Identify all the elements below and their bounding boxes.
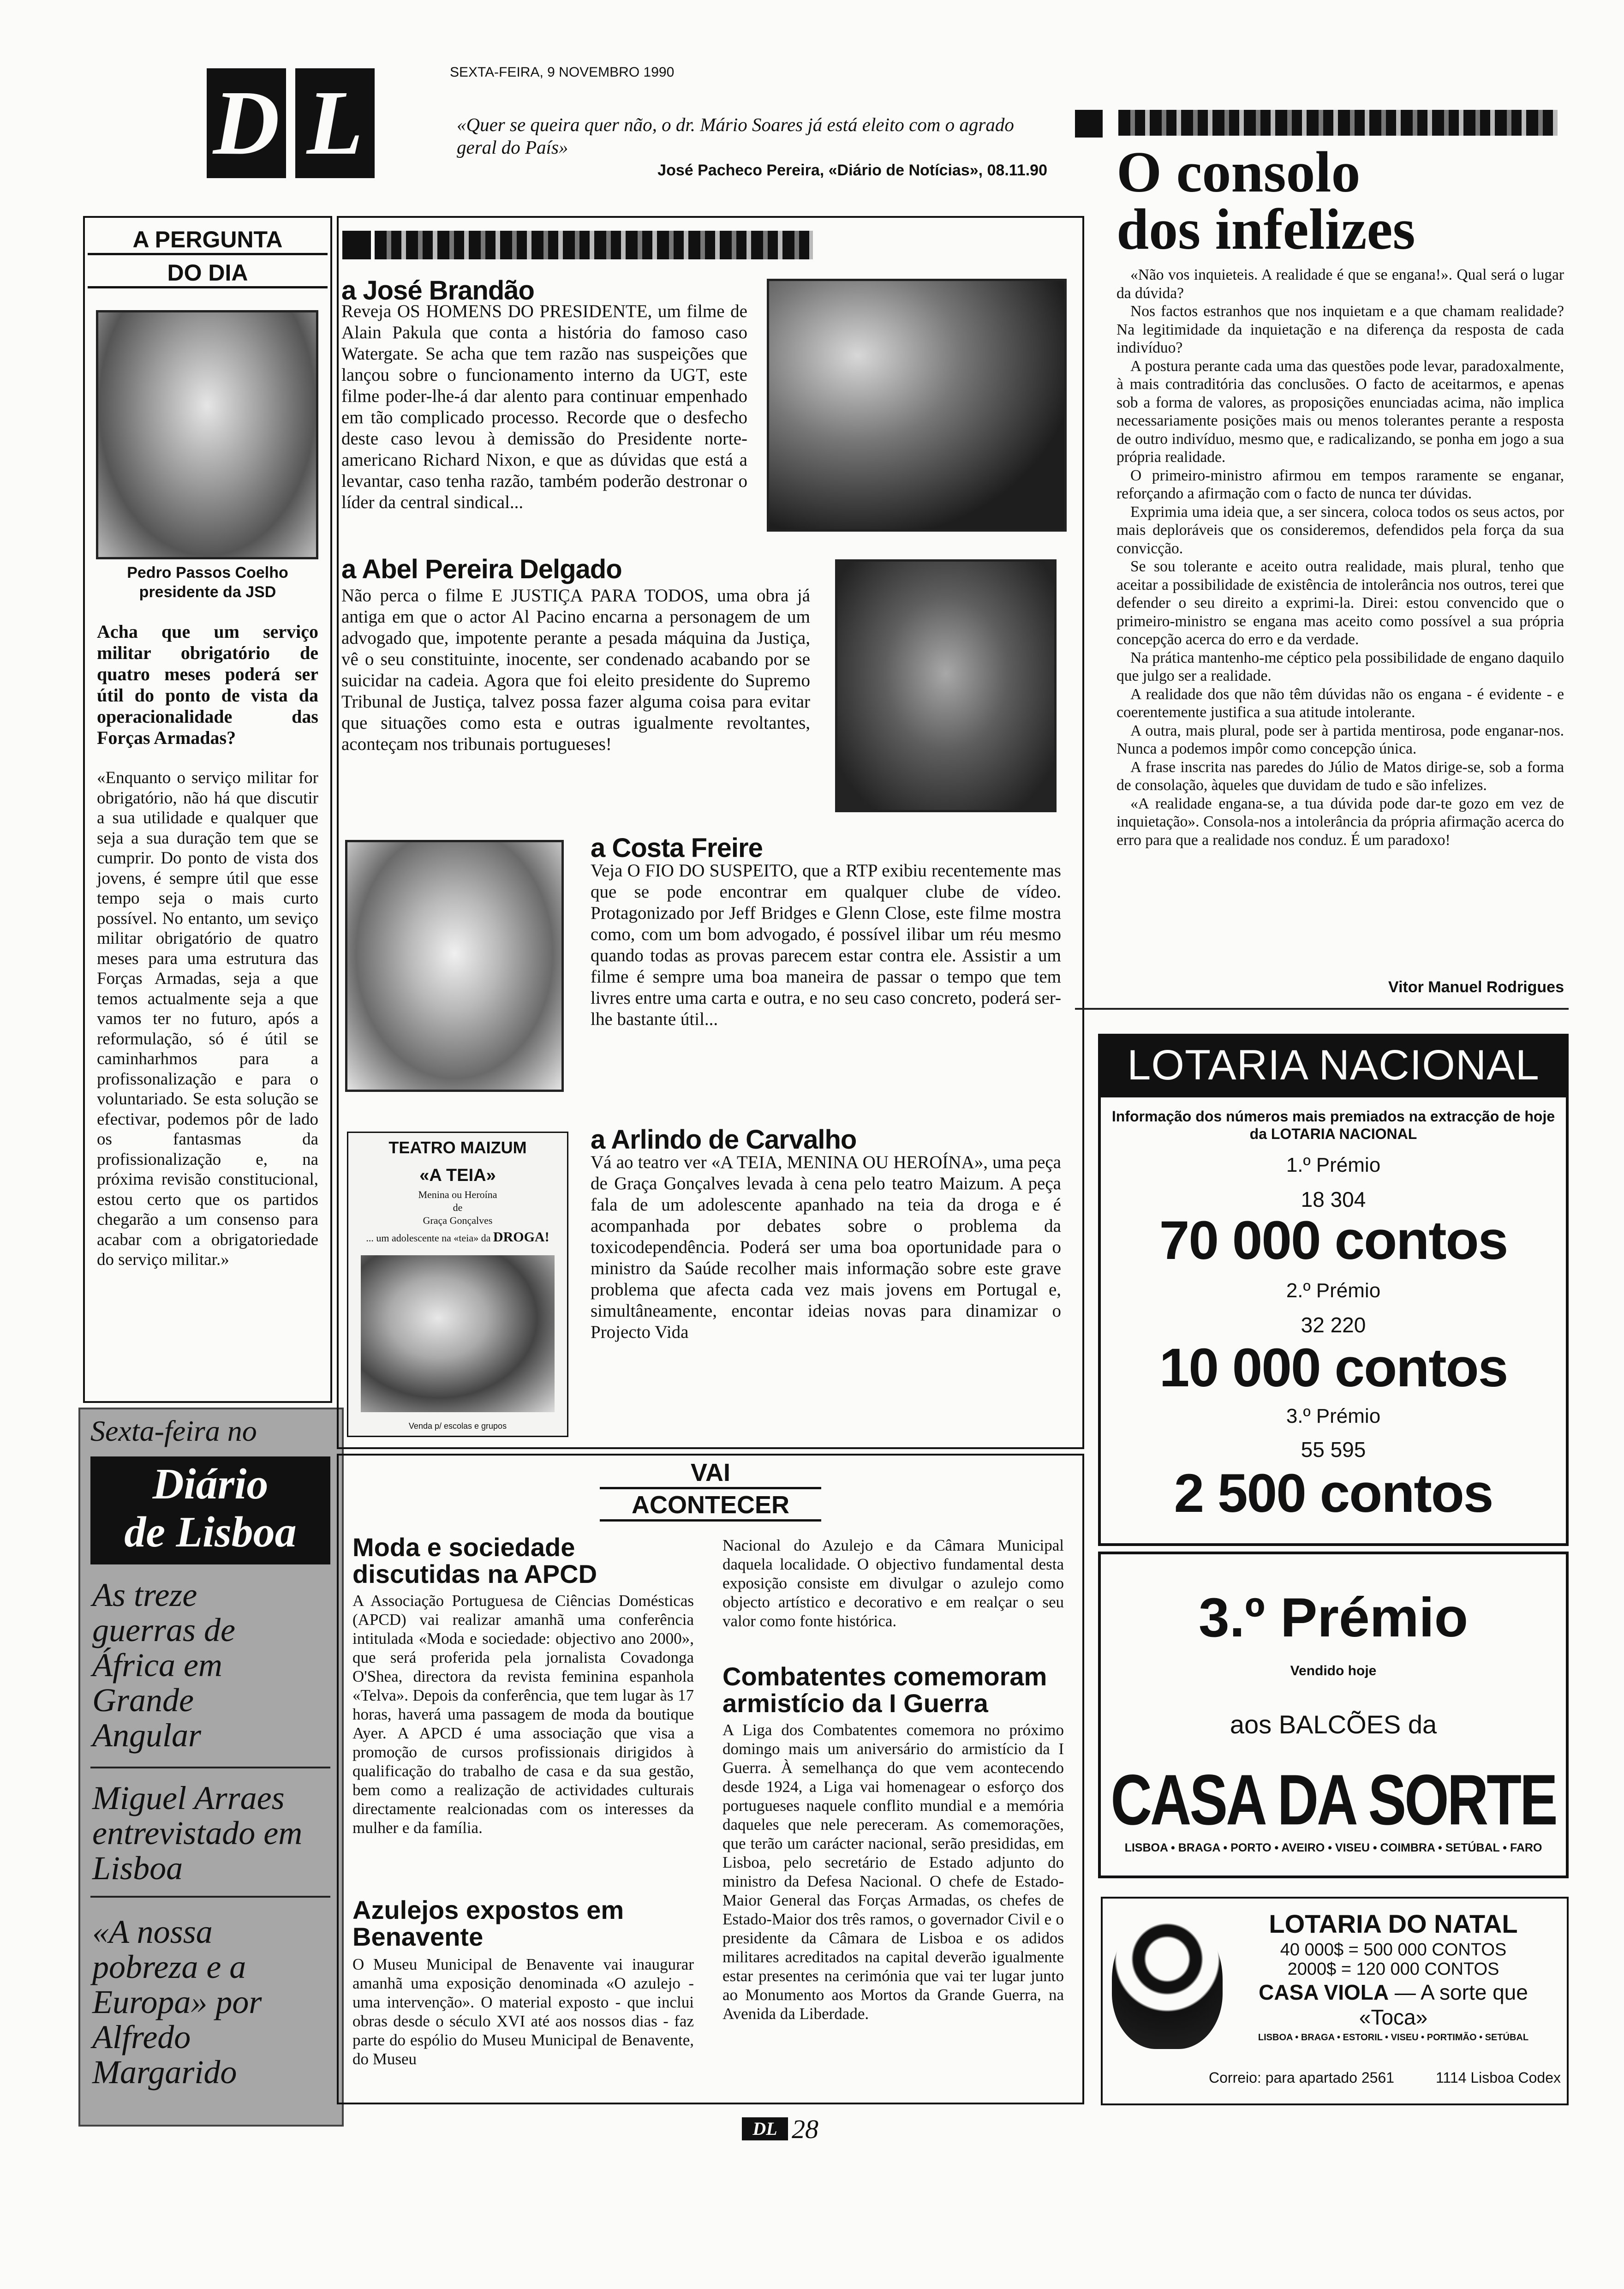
poster-tagline [351,1229,565,1245]
section-banner [375,231,813,259]
natal-line2: 2000$ = 120 000 CONTOS [1287,1959,1499,1979]
editorial-banner [1118,110,1558,136]
poster-subtitle-2: de [453,1202,463,1213]
logo-l: L [306,72,364,174]
poster-footer: Venda p/ escolas e grupos [408,1421,507,1431]
natal-title: LOTARIA DO NATAL [1269,1909,1518,1938]
photo-pedro-passos-coelho [96,310,318,559]
editorial-paragraph-1: Nos factos estranhos que nos inquietam e a que chamam realidade? Na legitimidade da inquietação e na diferença da resposta de cada indivíduo? [1116,303,1564,356]
editorial-paragraph-2: A postura perante cada uma das questões pode levar, paradoxalmente, à mais contraditória das conclusões. O facto de aceitarmos, e apenas sob a forma de valores, as proposições enunciadas acima, não implica necessariamente posições mais ou menos tolerantes perante a resposta de outro indivíduo, mesmo que, e radicalizando, se ponha em jogo a sua própria realidade. [1116,357,1564,466]
editorial-paragraph-4: Exprimia uma ideia que, a ser sincera, coloca todos os seus actos, por mais deploráveis que os consideremos, defendidos pela força da sua convicção. [1116,503,1564,557]
promo-paper-line2: de Lisboa [124,1508,297,1556]
prize-label-2: 3.º Prémio [1286,1405,1381,1427]
casa-prize: 3.º Prémio [1198,1587,1469,1648]
natal-codex: 1114 Lisboa Codex [1436,2069,1561,2086]
poster-subtitle-1: Menina ou Heroína [418,1189,497,1200]
vai-title-2: ACONTECER [600,1491,821,1522]
prize-value-0: 70 000 contos [1159,1210,1508,1271]
promo-item-1: As treze guerras de África em Grande Angular [92,1576,235,1754]
poster-tagline-text: ... um adolescente na «teia» da [366,1232,493,1244]
promo-item-3: «A nossa pobreza e a Europa» por Alfredo Margarido [92,1913,262,2091]
poster-author: Graça Gonçalves [423,1215,493,1226]
recommendation-name-0: a José Brandão [341,276,534,306]
masthead-date: SEXTA-FEIRA, 9 NOVEMBRO 1990 [450,65,675,80]
prize-number-0: 18 304 [1301,1187,1366,1211]
prize-label-1: 2.º Prémio [1286,1279,1381,1302]
vai-text-1: O Museu Municipal de Benavente vai inaugurar amanhã uma exposição denominada «O azulejo - uma intervenção». O material exposto - que inclui obras desde o século XVI até aos nossos dias - faz parte do espólio do Museu Municipal de Benavente, do Museu [352,1955,694,2068]
prize-number-1: 32 220 [1301,1313,1366,1337]
pergunta-title-1: A PERGUNTA [88,226,328,255]
poster-image [361,1255,555,1412]
promo-intro: Sexta-feira no [90,1414,257,1447]
editorial-paragraph-9: A frase inscrita nas paredes do Júlio de Matos dirige-se, sob a forma de consolação, àqueles que duvidam de tudo e são infelizes. [1116,758,1564,794]
casa-sold: Vendido hoje [1290,1663,1377,1678]
logo-d: D [213,72,280,174]
editorial-paragraph-8: A outra, mais plural, pode ser à partida mentirosa, pode enganar-nos. Nunca a podemos impôr como concepção única. [1116,722,1564,757]
photo-e-justica-para-todos [835,559,1057,812]
poster-tagline-drug: DROGA! [493,1229,549,1245]
prize-number-2: 55 595 [1301,1438,1366,1462]
lotaria-title: LOTARIA NACIONAL [1127,1042,1540,1089]
natal-casa-viola [1227,1980,1559,2030]
recommendation-text-3: Vá ao teatro ver «A TEIA, MENINA OU HEROÍNA», uma peça de Graça Gonçalves levada à cena pelo teatro Maizum. A peça fala de um adolescente apanhado na teia da droga e é acompanhada por debates sobre o problema da toxicodependência. Poderá ser uma boa oportunidade para o ministro da Saúde recolher mais informação sobre este grave problema que afecta cada vez mais jovens em Portugal e, simultâneamente, encontar ideias novas para dinamizar o Projecto Vida [591,1152,1061,1342]
lotaria-info: Informação dos números mais premiados na extracção de hoje da LOTARIA NACIONAL [1111,1108,1555,1142]
pergunta-caption-1: Pedro Passos Coelho [127,564,288,581]
recommendation-name-2: a Costa Freire [591,833,763,863]
footer-logo-text: DL [752,2118,777,2139]
poster-title: «A TEIA» [419,1166,496,1185]
masthead-logo-l [295,68,375,178]
masthead-quote-source: José Pacheco Pereira, «Diário de Notícias», 08.11.90 [657,162,1047,179]
masthead-logo [207,68,286,178]
pergunta-question: Acha que um serviço militar obrigatório de quatro meses poderá ser útil do ponto de vista da operacionalidade das Forças Armadas? [97,621,318,748]
vai-headline-3: Combatentes comemoram armistício da I Guerra [722,1662,1047,1718]
natal-casa-viola-name: CASA VIOLA [1259,1980,1389,2004]
editorial-bottom-rule [1075,1008,1569,1010]
vai-text-0: A Associação Portuguesa de Ciências Domésticas (APCD) vai realizar amanhã uma conferência intitulada «Moda e sociedade: objectivo ano 2000», que será proferida pela jornalista Covadonga O'Shea, directora da revista feminina espanhola «Telva». Depois da conferência, que tem lugar às 17 horas, haverá uma passagem de moda da boutique Ayer. A APCD é uma associação que visa a promoção de cursos profissionais dirigidos à qualificação do trabalho de casa e da sua gestão, bem como a realização de actividades culturais directamente realcionadas com os interesses da mulher e da família. [352,1592,694,1837]
recommendation-name-1: a Abel Pereira Delgado [341,554,622,584]
natal-mascot [1112,1911,1223,2049]
prize-value-1: 10 000 contos [1159,1337,1508,1398]
pergunta-title-2: DO DIA [88,259,328,288]
editorial-body [1116,266,1564,849]
editorial-paragraph-0: «Não vos inquieteis. A realidade é que se engana!». Qual será o lugar da dúvida? [1116,266,1564,302]
poster-theatre: TEATRO MAIZUM [388,1138,527,1157]
natal-line1: 40 000$ = 500 000 CONTOS [1280,1940,1507,1959]
footer-logo [742,2117,788,2140]
editorial-paragraph-6: Na prática mantenho-me céptico pela possibilidade de engano daquilo que julgo ser a realidade. [1116,649,1564,684]
pergunta-caption-2: presidente da JSD [139,583,276,601]
prize-value-2: 2 500 contos [1174,1463,1493,1524]
vai-title-1: VAI [600,1458,821,1489]
footer-page-number: 28 [792,2114,818,2144]
casa-aos: aos BALCÕES da [1230,1710,1437,1739]
promo-paper-banner [90,1456,330,1564]
casa-name: CASA DA SORTE [1111,1760,1556,1840]
promo-paper-line1: Diário [152,1460,269,1508]
masthead-quote: «Quer se queira quer não, o dr. Mário Soares já está eleito com o agrado geral do País» [457,114,1014,158]
pergunta-answer: «Enquanto o serviço militar for obrigatório, não há que discutir a sua utilidade e qualquer que seja a sua duração tem que se cumprir. Do ponto de vista dos jovens, é sempre útil que esse tempo seja o mais curto possível. No entanto, um seviço militar obrigatório de quatro meses para uma estrutura das Forças Armadas, seja a que temos actualmente seja a que vamos ter no futuro, após a reformulação, só é útil se caminharhmos para a profissonalização e para o voluntariado. Se esta solução se efectivar, podemos pôr de lado os fantasmas da profissionalização e, na próxima revisão constitucional, estou certo que os partidos chegarão a um consenso para acabar com a obrigatoriedade do serviço militar.» [97,768,318,1269]
vai-text-3: A Liga dos Combatentes comemora no próximo domingo mais um aniversário do armistício da I Guerra. À semelhança do que vem acontecendo desde 1924, a Liga vai homenagear o esforço dos portugueses naquele conflito mundial e a memória daqueles que nele pereceram. As comemorações, que terão um carácter nacional, serão presididas, em Lisboa, pelo secretário de Estado adjunto do ministro da Defesa Nacional. O chefe de Estado-Maior General das Forças Armadas, os chefes de Estado-Maior dos três ramos, o governador Civil e o presidente da Câmara de Lisboa e os adidos militares acreditados na capital deverão igualmente estar presentes na cerimónia que vai ter lugar junto ao Monumento aos Mortos da Grande Guerra, na Avenida da Liberdade. [722,1721,1064,2023]
recommendation-text-0: Reveja OS HOMENS DO PRESIDENTE, um filme de Alain Pakula que conta a história do famoso caso Watergate. Se acha que tem razão nas suspeições que lançou sobre o funcionamento interno da UGT, este filme poder-lhe-á dar alento para continuar empenhado em tão complicado processo. Recorde que o desfecho deste caso levou à demissão do Presidente norte-americano Richard Nixon, e que as dúvidas que está a levantar, caso tenha razão, também poderão destronar o líder da central sindical... [341,301,747,512]
editorial-paragraph-3: O primeiro-ministro afirmou em tempos raramente se enganar, reforçando a afirmação com o facto de nunca ter dúvidas. [1116,467,1564,502]
recommendation-text-2: Veja O FIO DO SUSPEITO, que a RTP exibiu recentemente mas que se pode encontrar em qualquer clube de vídeo. Protagonizado por Jeff Bridges e Glenn Close, este filme mostra como, com um bom advogado, é possível ilibar um réu mesmo quando todas as provas parecem estar contra ele. Assistir a um filme é sempre uma boa maneira de passar o tempo que tem livres entre uma carta e outra, e no seu caso concreto, poderá ser-lhe bastante útil... [591,861,1061,1029]
editorial-marker [1075,110,1103,138]
section-marker [342,231,371,259]
natal-cities: LISBOA • BRAGA • ESTORIL • VISEU • PORTIMÃO • SETÚBAL [1258,2032,1529,2043]
recommendation-name-3: a Arlindo de Carvalho [591,1125,857,1155]
editorial-paragraph-7: A realidade dos que não têm dúvidas não os engana - é evidente - e coerentemente justifica a sua atitude intolerante. [1116,685,1564,721]
casa-cities: LISBOA • BRAGA • PORTO • AVEIRO • VISEU • COIMBRA • SETÚBAL • FARO [1124,1841,1542,1854]
photo-o-fio-do-suspeito [345,840,564,1092]
promo-divider-1 [90,1767,330,1768]
recommendation-text-1: Não perca o filme E JUSTIÇA PARA TODOS, uma obra já antiga em que o actor Al Pacino encarna a personagem de um advogado que, impotente perante a pesada máquina da Justiça, vê o seu constituinte, inocente, ser condenado acabando por se suicidar na cadeia. Agora que foi eleito presidente do Supremo Tribunal de Justiça, talvez possa fazer alguma coisa para evitar que situações como esta e outras igualmente revoltantes, aconteçam nos tribunais portugueses! [341,586,810,754]
promo-divider-2 [90,1896,330,1898]
promo-item-2: Miguel Arraes entrevistado em Lisboa [92,1780,303,1887]
editorial-paragraph-5: Se sou tolerante e aceito outra realidade, mais plural, tenho que aceitar a possibilidade de existência de intolerância nos outros, terei que defender o seu direito a exprimi-la. Direi: estou convencido que o primeiro-ministro se engana mas aceito como possível a sua própria concepção acerca do erro e da verdade. [1116,558,1564,648]
vai-headline-0: Moda e sociedade discutidas na APCD [352,1533,597,1588]
natal-slogan: — A sorte que «Toca» [1359,1980,1528,2029]
prize-label-0: 1.º Prémio [1286,1154,1381,1176]
editorial-title: O consolo dos infelizes [1116,140,1415,262]
vai-headline-1: Azulejos expostos em Benavente [352,1895,624,1951]
editorial-paragraph-10: «A realidade engana-se, a tua dúvida pode dar-te gozo em vez de inquietação». Consola-nos a intolerância da própria afirmação acerca do erro para que a realidade nos conduz. É um paradoxo! [1116,795,1564,849]
vai-text-2: Nacional do Azulejo e da Câmara Municipal daquela localidade. O objectivo fundamental desta exposição consiste em divulgar o azulejo como objecto artístico e decorativo e em realçar o seu valor como fonte histórica. [722,1536,1064,1630]
natal-correio: Correio: para apartado 2561 [1209,2069,1395,2086]
editorial-author: Vitor Manuel Rodrigues [1388,978,1564,996]
photo-os-homens-do-presidente [767,279,1067,532]
